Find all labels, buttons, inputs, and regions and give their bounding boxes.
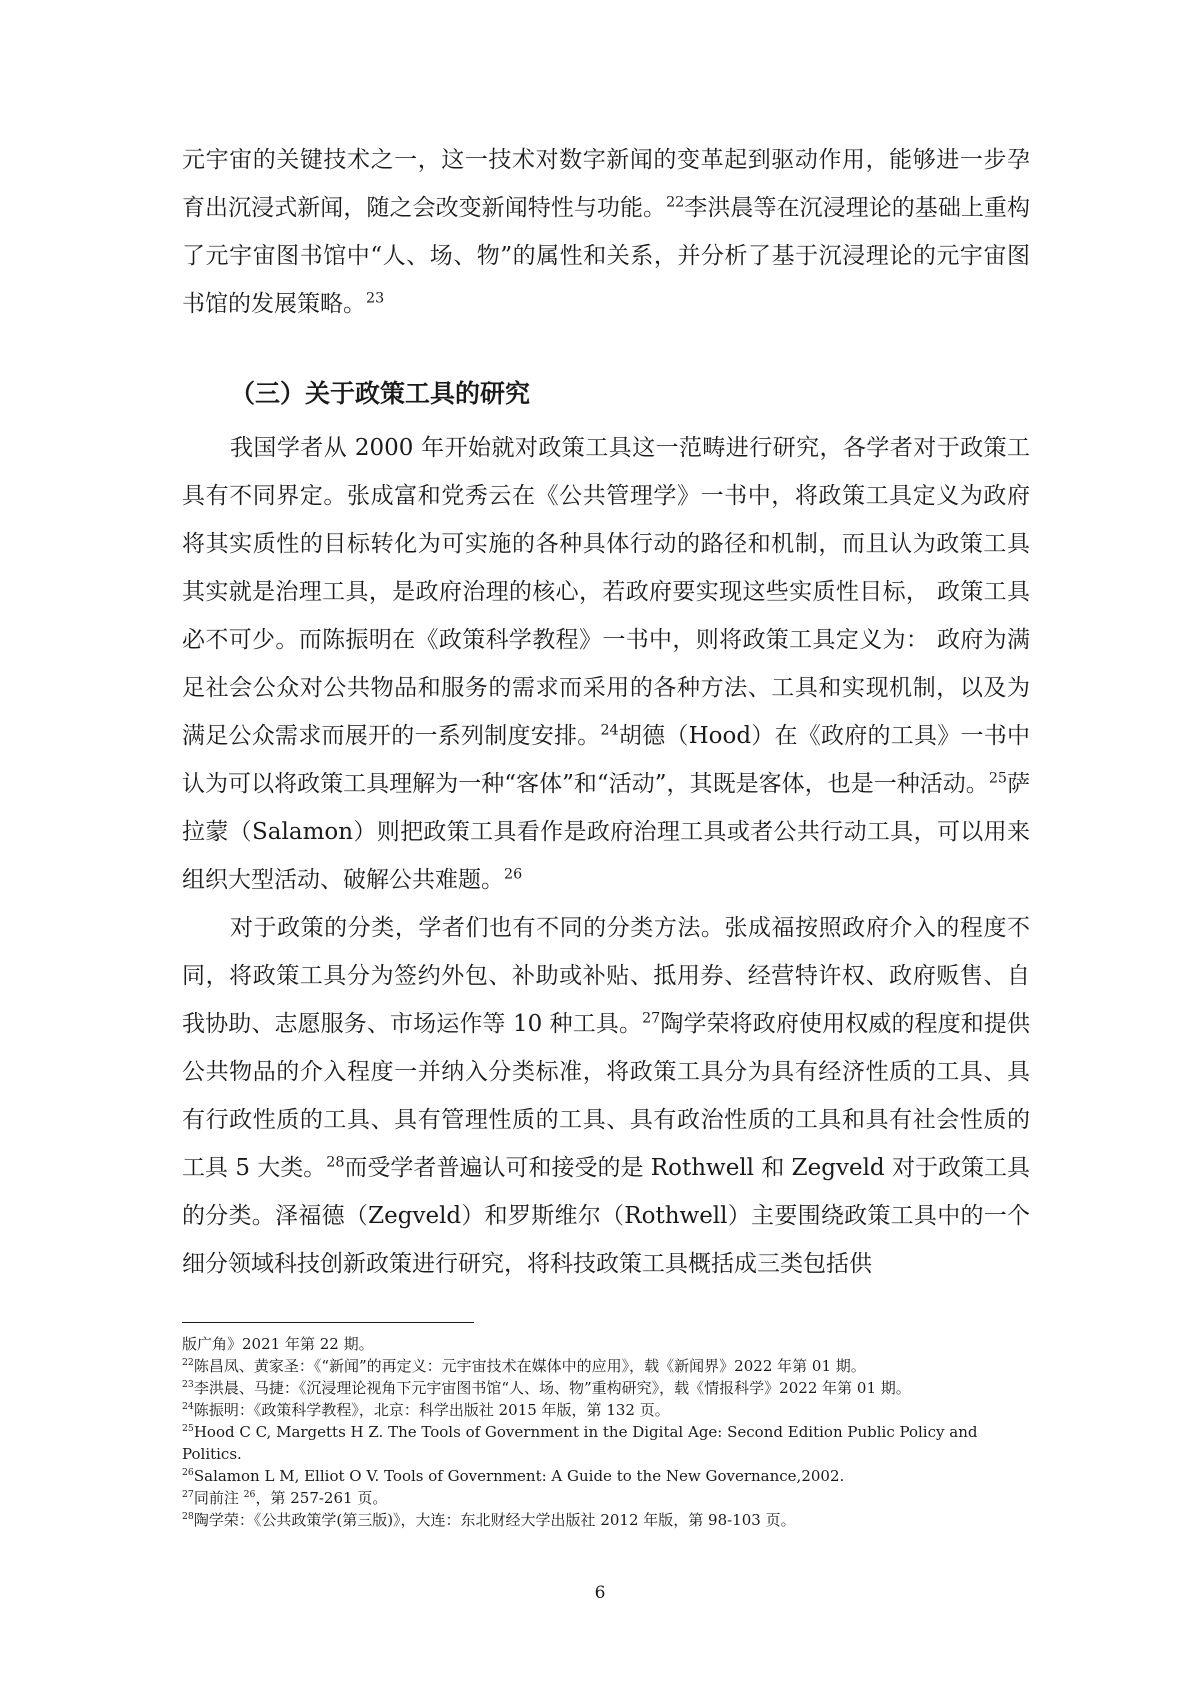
footnote-text: 同前注: [193, 1489, 244, 1507]
paragraph-text: 胡德（Hood）在《政府的工具》一书中认为可以将政策工具理解为一种“客体”和“活动”，其既是客体，也是一种活动。: [182, 723, 1030, 797]
footnote-ref-25[interactable]: 25: [988, 770, 1007, 787]
paragraph-text: 而受学者普遍认可和接受的是 Rothwell 和 Zegveld 对于政策工具的分类。泽福德（Zegveld）和罗斯维尔（Rothwell）主要围绕政策工具中的一个细分领域科技创新政策进行研究，将科技政策工具概括成三类包括供: [182, 1155, 1030, 1277]
paragraph-continued: [182, 136, 1030, 328]
footnote-ref-22[interactable]: 22: [666, 194, 685, 211]
footnote-continuation: 版广角》2021 年第 22 期。: [182, 1335, 374, 1353]
footnote-number: 22: [182, 1357, 194, 1368]
footnote-number: 25: [182, 1423, 194, 1434]
footnote-26: [182, 1465, 1042, 1487]
paragraph-text: 我国学者从 2000 年开始就对政策工具这一范畴进行研究，各学者对于政策工具有不同界定。张成富和党秀云在《公共管理学》一书中，将政策工具定义为政府将其实质性的目标转化为可实施的各种具体行动的路径和机制，而且认为政策工具其实就是治理工具，是政府治理的核心，若政府要实现这些实质性目标， 政策工具必不可少。而陈振明在《政策科学教程》一书中，则将政策工具定义为： 政府为满足社会公众对公共物品和服务的需求而采用的各种方法、工具和实现机制，以及为满足公众需求而展开的一系列制度安排。: [182, 435, 1030, 749]
section-heading: （三）关于政策工具的研究: [230, 379, 531, 408]
body-section-policy-tools: [182, 424, 1030, 1288]
page-number: 6: [594, 1583, 606, 1603]
footnote-22: [182, 1355, 1042, 1377]
footnote-text: ，第 257-261 页。: [255, 1489, 388, 1507]
footnote-text: 李洪晨、马捷：《沉浸理论视角下元宇宙图书馆“人、场、物”重构研究》，载《情报科学》2022 年第 01 期。: [193, 1379, 911, 1397]
paragraph-text: 李洪晨等在沉浸理论的基础上重构了元宇宙图书馆中“人、场、物”的属性和关系，并分析了基于沉浸理论的元宇宙图书馆的发展策略。: [182, 195, 1031, 317]
footnote-24: [182, 1399, 1042, 1421]
paragraph-definitions: [182, 424, 1030, 904]
footnote-ref-28[interactable]: 28: [326, 1154, 345, 1171]
footnote-text: 陶学荣：《公共政策学(第三版)》，大连：东北财经大学出版社 2012 年版，第 98-103 页。: [193, 1511, 796, 1529]
body-section-continuation: [182, 136, 1030, 328]
paragraph-classification: [182, 904, 1030, 1288]
footnote-text: Hood C C, Margetts H Z. The Tools of Government in the Digital Age: Second Edition Public Policy and Politics.: [182, 1423, 978, 1463]
footnote-number: 23: [182, 1379, 194, 1390]
footnote-cross-ref[interactable]: 26: [243, 1489, 256, 1500]
footnote-number: 28: [182, 1511, 194, 1522]
footnote-ref-27[interactable]: 27: [642, 1010, 661, 1027]
paragraph-text: 陶学荣将政府使用权威的程度和提供公共物品的介入程度一并纳入分类标准，将政策工具分为具有经济性质的工具、具有行政性质的工具、具有管理性质的工具、具有政治性质的工具和具有社会性质的工具 5 大类。: [182, 1011, 1030, 1181]
footnote-number: 26: [182, 1467, 194, 1478]
footnote-27: [182, 1487, 1042, 1509]
footnote-text: Salamon L M, Elliot O V. Tools of Government: A Guide to the New Governance,2002.: [193, 1467, 845, 1485]
footnote-text: 陈振明：《政策科学教程》，北京：科学出版社 2015 年版，第 132 页。: [193, 1401, 670, 1419]
footnote-number: 27: [182, 1489, 194, 1500]
footnote-23: [182, 1377, 1042, 1399]
footnote-28: [182, 1509, 1042, 1531]
footnotes: [182, 1333, 1042, 1531]
footnote-ref-23[interactable]: 23: [366, 290, 385, 307]
paragraph-text: 元宇宙的关键技术之一，这一技术对数字新闻的变革起到驱动作用，能够进一步孕育出沉浸式新闻，随之会改变新闻特性与功能。: [182, 147, 1030, 221]
footnote-number: 24: [182, 1401, 194, 1412]
footnote-ref-24[interactable]: 24: [600, 722, 619, 739]
footnote-25: [182, 1421, 1042, 1465]
footnote-ref-26[interactable]: 26: [504, 866, 523, 883]
paragraph-text: 对于政策的分类，学者们也有不同的分类方法。张成福按照政府介入的程度不同，将政策工具分为签约外包、补助或补贴、抵用券、经营特许权、政府贩售、自我协助、志愿服务、市场运作等 10 种工具。: [182, 915, 1030, 1037]
footnote-text: 陈昌凤、黄家圣：《“新闻”的再定义：元宇宙技术在媒体中的应用》，载《新闻界》2022 年第 01 期。: [193, 1357, 866, 1375]
footnote-divider: [182, 1322, 474, 1323]
paragraph-text: 萨拉蒙（Salamon）则把政策工具看作是政府治理工具或者公共行动工具，可以用来组织大型活动、破解公共难题。: [182, 771, 1030, 893]
